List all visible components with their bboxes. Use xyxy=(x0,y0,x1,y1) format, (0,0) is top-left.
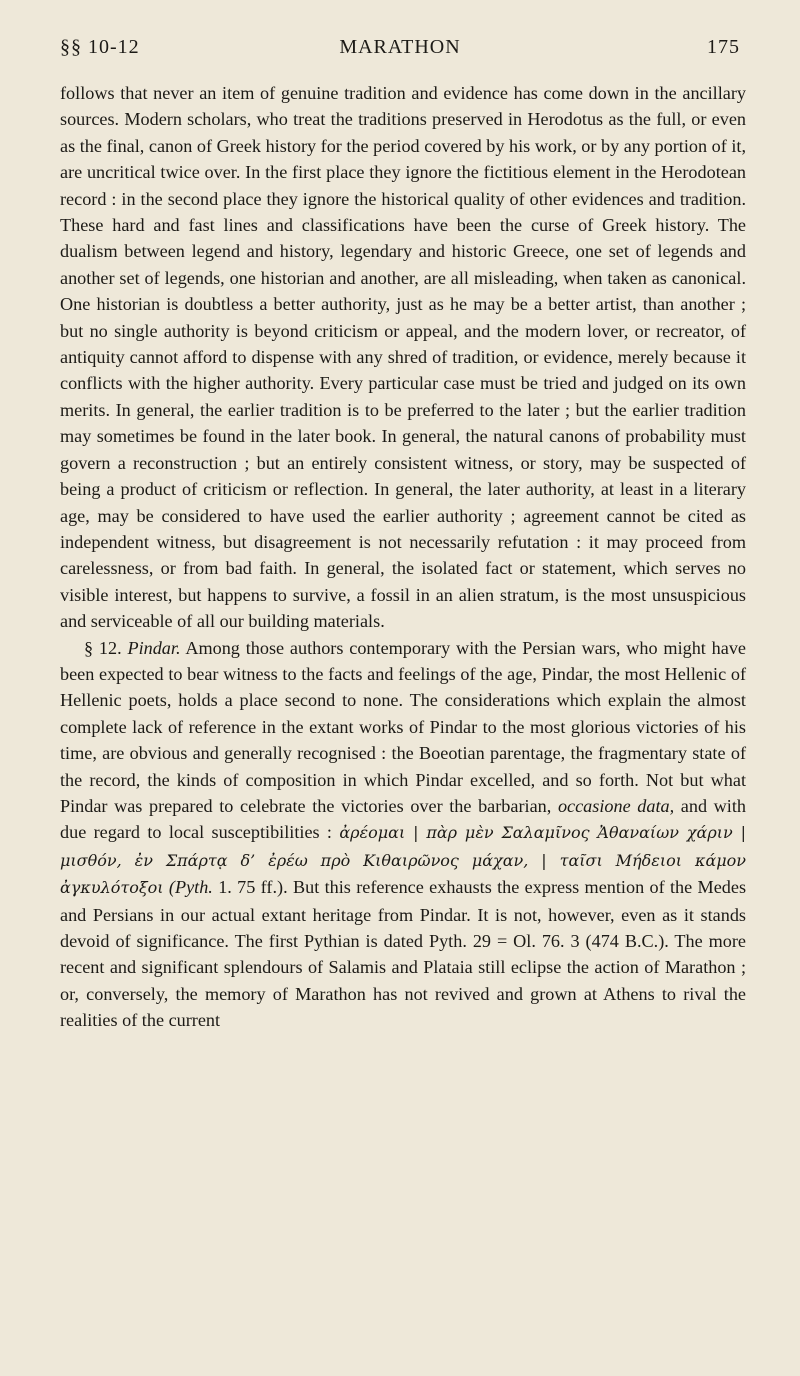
citation-pyth: (Pyth. xyxy=(168,877,213,898)
running-head xyxy=(60,36,740,66)
latin-phrase: occasione data, xyxy=(557,795,675,816)
page-number: 175 xyxy=(707,36,740,58)
section-number: § 12. xyxy=(84,637,122,658)
citation-lines: 1. 75 ff.). xyxy=(218,877,288,898)
section-text-1: Among those authors contemporary with the Persian wars, who might have been expected to bear witness to the facts and feelings of the age, Pindar, the most Hellenic of Hellenic poets, holds a place second to none. The considerations which explain the almost complete lack of reference in the extant works of Pindar to the most glorious victories of his time, are obvious and generally recognised : the Boeotian parentage, the fragmentary state of the record, the kinds of composition in which Pindar excelled, and so forth. Not but what Pindar was prepared to celebrate the victories over the barbarian, xyxy=(60,637,747,816)
greek-quotation: ἀρέομαι | πὰρ μὲν Σαλαμῖνος Ἀθαναίων χάριν | μισθόν, ἐν Σπάρτᾳ δ’ ἐρέω πρὸ Κιθαιρῶνος μάχαν, | ταῖσι Μήδειοι κάμον ἀγκυλότοξοι xyxy=(60,823,747,898)
section-text-3: But this reference exhausts the express mention of the Medes and Persians in our actual extant heritage from Pindar. It is not, however, even as it stands devoid of significance. The first Pythian is dated Pyth. 29 = Ol. 76. 3 (474 B.C.). The more recent and significant splendours of Salamis and Plataia still eclipse the action of Marathon ; or, conversely, the memory of Marathon has not revived and grown at Athens to rival the realities of the current xyxy=(60,877,747,1031)
section-text-2: and with due regard to local susceptibilities : xyxy=(60,795,747,843)
paragraph-continued: follows that never an item of genuine tradition and evidence has come down in the ancillary sources. Modern scholars, who treat the traditions preserved in Herodotus as the full, or even as the final, canon of Greek history for the period covered by his work, or by any portion of it, are uncritical twice over. In the first place they ignore the fictitious element in the Herodotean record : in the second place they ignore the historical quality of other evidences and tradition. These hard and fast lines and classifications have been the curse of Greek history. The dualism between legend and history, legendary and historic Greece, one set of legends and another set of legends, one historian and another, are all misleading, when taken as canonical. One historian is doubtless a better authority, just as he may be a better artist, than another ; but no single authority is beyond criticism or appeal, and the modern lover, or recreator, of antiquity cannot afford to dispense with any shred of tradition, or evidence, merely because it conflicts with the higher authority. Every particular case must be tried and judged on its own merits. In general, the earlier tradition is to be preferred to the later ; but the earlier tradition may sometimes be found in the later book. In general, the natural canons of probability must govern a reconstruction ; but an entirely consistent witness, or story, may be suspected of being a product of criticism or reflection. In general, the later authority, at least in a literary age, may be considered to have used the earlier authority ; agreement cannot be cited as independent witness, but disagreement is not necessarily refutation : it may proceed from carelessness, or from bad faith. In general, the isolated fact or statement, which serves no visible interest, but happens to survive, a fossil in an alien stratum, is the most unsuspicious and serviceable of all our building materials. xyxy=(60,83,746,632)
paragraph-section-12 xyxy=(60,635,746,1034)
section-heading: Pindar. xyxy=(127,637,181,658)
running-title: MARATHON xyxy=(339,36,461,58)
body-text xyxy=(60,80,746,1034)
section-marker: §§ 10-12 xyxy=(60,36,140,58)
